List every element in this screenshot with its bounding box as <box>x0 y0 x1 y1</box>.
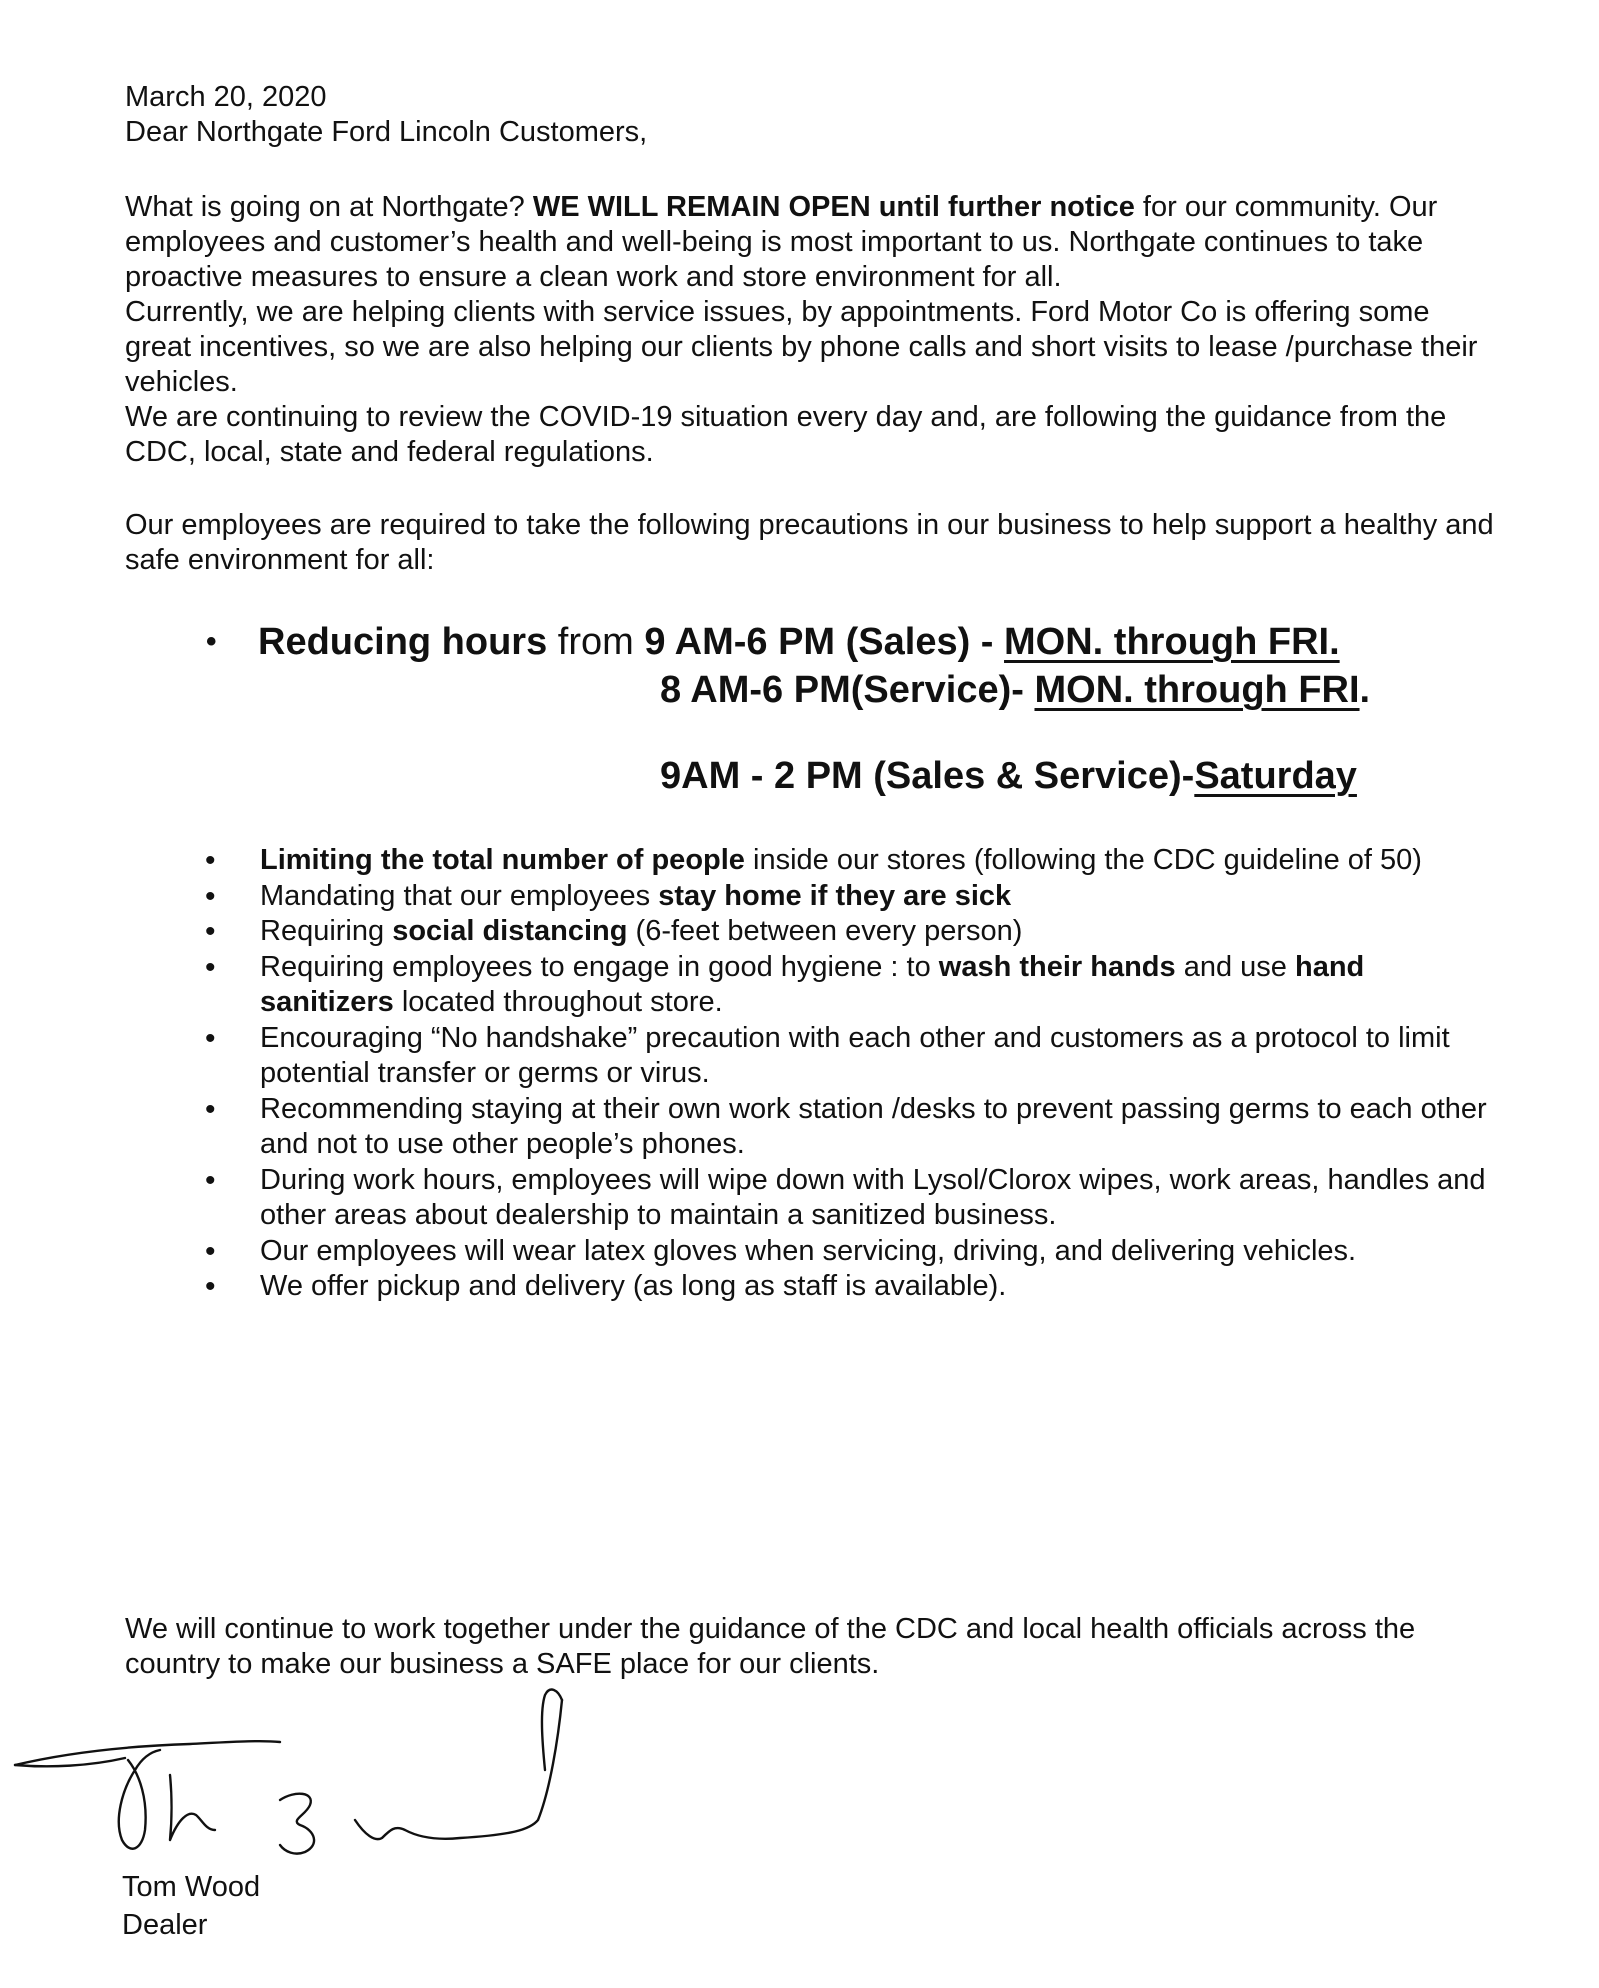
signature-stroke <box>170 1775 215 1840</box>
service-days: MON. through FRI <box>1034 669 1360 711</box>
list-item-text: inside our stores (following the CDC guideline of 50) <box>744 844 1422 876</box>
hours-row-saturday <box>660 752 1357 800</box>
list-item: • We offer pickup and delivery (as long as staff is available). <box>205 1269 1495 1305</box>
precautions-intro-text: Our employees are required to take the following precautions in our business to help support a healthy and safe environment for all: <box>125 509 1494 576</box>
bullet-icon: • <box>206 625 217 658</box>
letter-date: March 20, 2020 <box>125 81 327 113</box>
signature-stroke <box>15 1741 280 1765</box>
hours-row-weekday-sales <box>258 618 1340 666</box>
list-item-text: Requiring <box>260 915 393 947</box>
intro-paragraph-1 <box>125 190 1495 295</box>
list-item-text: and use <box>1175 950 1295 983</box>
list-item: • During work hours, employees will wipe down with Lysol/Clorox wipes, work areas, handles and other areas about dealership to maintain a sanitized business. <box>205 1163 1495 1234</box>
signature-stroke <box>119 1750 160 1849</box>
list-item-text: (6-feet between every person) <box>627 915 1023 947</box>
signature-block <box>122 1868 260 1944</box>
signature-stroke <box>355 1700 562 1839</box>
letter-header <box>125 80 1495 150</box>
sales-hours: 9 AM-6 PM (Sales) - <box>644 621 1005 663</box>
precautions-list <box>205 843 1495 1305</box>
saturday-day: Saturday <box>1194 755 1357 797</box>
list-item-bold: hand sanitizers <box>260 950 1365 1018</box>
hours-label: Reducing hours <box>258 621 548 663</box>
list-item <box>205 914 1495 950</box>
list-item-bold: stay home if they are sick <box>658 879 1012 912</box>
saturday-hours: 9AM - 2 PM (Sales & Service)- <box>660 755 1195 797</box>
intro-paragraph-3: We are continuing to review the COVID-19 situation every day and, are following the guidance from the CDC, local, state and federal regulations. <box>125 401 1447 468</box>
list-item: • Recommending staying at their own work station /desks to prevent passing germs to each other and not to use other people’s phones. <box>205 1092 1495 1163</box>
list-item-bold: wash their hands <box>938 950 1176 983</box>
intro-paragraphs <box>125 190 1495 470</box>
hours-block <box>200 618 1400 798</box>
sales-days: MON. through FRI. <box>1004 621 1340 663</box>
signature-stroke <box>280 1794 314 1854</box>
list-item-text: Requiring employees to engage in good hygiene : to <box>260 950 939 983</box>
hours-from: from <box>547 621 645 663</box>
list-item-text: Mandating that our employees <box>260 879 659 912</box>
service-hours: 8 AM-6 PM(Service)- <box>660 669 1035 711</box>
intro-text: What is going on at Northgate? <box>125 191 533 223</box>
precautions-intro <box>125 508 1495 578</box>
intro-paragraph-2: Currently, we are helping clients with service issues, by appointments. Ford Motor Co is offering some great incentives, so we are also helping our clients by phone calls and short visits to lease /purchase their vehicles. <box>125 296 1478 398</box>
service-period: . <box>1359 669 1371 711</box>
list-item-text: located throughout store. <box>393 986 723 1018</box>
list-item: • Encouraging “No handshake” precaution with each other and customers as a protocol to limit potential transfer or germs or virus. <box>205 1021 1495 1092</box>
list-item: • Our employees will wear latex gloves when servicing, driving, and delivering vehicles. <box>205 1234 1495 1270</box>
list-item <box>205 950 1495 1021</box>
closing-paragraph <box>125 1612 1495 1682</box>
hours-row-weekday-service <box>660 666 1370 714</box>
intro-text-cont: for our community. Our employees and customer’s health and well-being is most important to us. Northgate continues to take proactive measures to ensure a clean work and store environment for all. <box>125 191 1438 293</box>
signature-image <box>10 1680 690 1870</box>
signer-title: Dealer <box>122 1909 208 1941</box>
list-item-bold: social distancing <box>392 915 628 947</box>
letter-greeting: Dear Northgate Ford Lincoln Customers, <box>125 116 648 148</box>
open-notice: WE WILL REMAIN OPEN until further notice <box>532 191 1135 223</box>
list-item <box>205 879 1495 915</box>
list-item-bold: Limiting the total number of people <box>260 844 745 876</box>
signer-name: Tom Wood <box>122 1871 261 1903</box>
closing-text: We will continue to work together under the guidance of the CDC and local health officials across the country to make our business a SAFE place for our clients. <box>125 1613 1416 1680</box>
list-item <box>205 843 1495 879</box>
